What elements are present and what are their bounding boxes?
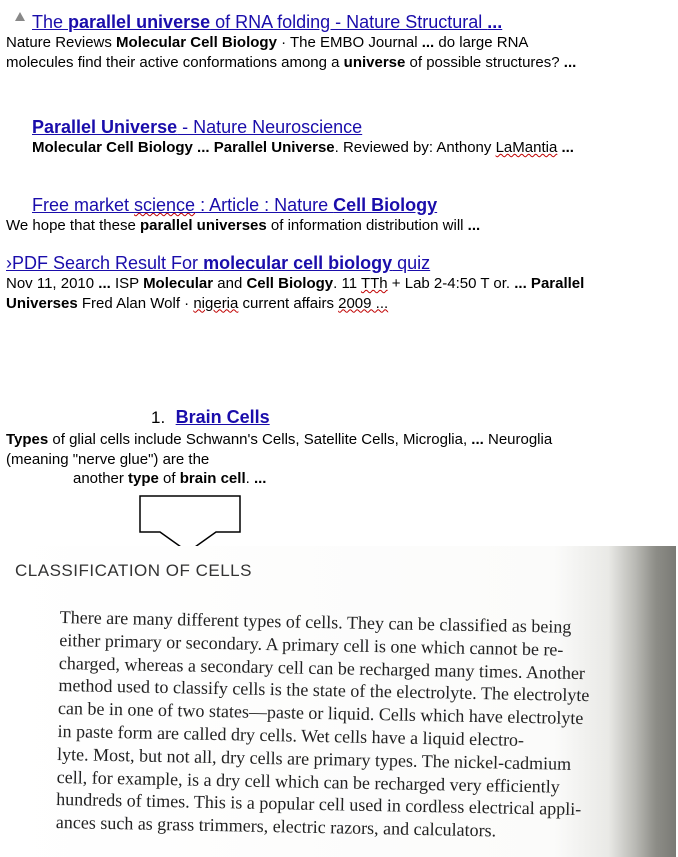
- text-run: .: [245, 470, 254, 487]
- text-run: (meaning "nerve glue") are the: [6, 450, 210, 468]
- scan-line: There are many different types of cells. They can be classified as being: [59, 606, 572, 637]
- scanned-book-page: [0, 546, 676, 857]
- result-title-link[interactable]: [32, 116, 574, 138]
- search-result-3: [6, 194, 480, 236]
- text-run: - Nature Neuroscience: [177, 117, 363, 137]
- snippet-line: [6, 33, 576, 53]
- search-result-1: [6, 11, 576, 72]
- snippet-line: [6, 450, 552, 470]
- scan-line: lyte. Most, but not all, dry cells are primary types. The nickel-cadmium: [56, 743, 572, 774]
- text-run: · The EMBO Journal: [276, 34, 422, 51]
- text-run: current affairs: [238, 294, 339, 312]
- result-title-link[interactable]: [6, 252, 584, 274]
- bold-text-run: Cell Biology: [246, 275, 334, 292]
- scan-line: charged, whereas a secondary cell can be recharged many times. Another: [58, 652, 586, 683]
- bold-text-run: molecular cell biology: [203, 253, 393, 273]
- list-number: 1.: [151, 408, 166, 427]
- result-snippet: [6, 33, 576, 72]
- text-run: + Lab 2-4:50 T or.: [387, 275, 515, 292]
- bold-text-run: parallel universes: [139, 217, 267, 234]
- bold-text-run: ...: [487, 12, 503, 32]
- text-run: and: [213, 275, 247, 292]
- bold-text-run: ...: [467, 217, 481, 234]
- text-run: of information distribution will: [266, 217, 468, 234]
- snippet-line: [6, 294, 584, 314]
- result-title-link[interactable]: [32, 11, 576, 33]
- text-run: LaMantia: [495, 139, 558, 156]
- scan-line: in paste form are called dry cells. Wet cells have a liquid electro-: [57, 720, 525, 750]
- text-run: of glial cells include Schwann's Cells, Satellite Cells, Microglia,: [48, 431, 472, 448]
- text-run: another: [73, 470, 129, 487]
- snippet-line: [32, 138, 574, 158]
- bold-text-run: type: [128, 470, 159, 487]
- bold-text-run: Parallel Universe: [32, 117, 178, 137]
- text-run: . Reviewed by: Anthony: [334, 139, 496, 156]
- search-result-4: [6, 252, 584, 313]
- scan-line: method used to classify cells is the state of the electrolyte. The electrolyte: [58, 675, 590, 706]
- bold-text-run: Types: [6, 431, 49, 448]
- scan-heading: CLASSIFICATION OF CELLS: [15, 561, 252, 580]
- bold-text-run: Molecular: [143, 275, 214, 292]
- text-run: 2009 ...: [338, 294, 389, 312]
- scan-line: cell, for example, is a dry cell which can be recharged very efficiently: [56, 766, 560, 797]
- text-run: molecules find their active conformations among a: [6, 53, 344, 71]
- text-run: of: [158, 470, 180, 487]
- text-run: TTh: [360, 275, 388, 292]
- bold-text-run: Universes: [6, 294, 78, 312]
- snippet-line: [6, 53, 576, 73]
- scan-paragraph: [56, 606, 660, 845]
- search-result-5: [6, 406, 552, 489]
- text-run: ›PDF Search Result For: [6, 253, 204, 273]
- text-run: We hope that these: [6, 217, 140, 234]
- text-run: . 11: [333, 275, 361, 292]
- result-title-link[interactable]: [32, 194, 480, 216]
- text-run: science: [134, 195, 196, 215]
- bold-text-run: ...: [421, 34, 435, 51]
- text-run: Nov 11, 2010: [6, 275, 99, 292]
- snippet-line: [6, 216, 480, 236]
- text-run: The: [32, 12, 69, 32]
- bold-text-run: ...: [561, 139, 574, 156]
- bold-text-run: ...: [253, 470, 267, 487]
- bold-text-run: Cell Biology: [333, 195, 438, 215]
- scan-line: hundreds of times. This is a popular cell used in cordless electrical appli-: [56, 789, 582, 820]
- text-run: : Article : Nature: [195, 195, 334, 215]
- bold-text-run: Parallel Universe: [213, 139, 335, 156]
- text-run: Free market: [32, 195, 135, 215]
- bold-text-run: ...: [563, 53, 577, 71]
- bold-text-run: ... Parallel: [514, 275, 585, 292]
- bold-text-run: Molecular Cell Biology ...: [32, 139, 210, 156]
- scan-line: can be in one of two states—paste or liquid. Cells which have electrolyte: [57, 698, 584, 729]
- result-title-link[interactable]: [176, 407, 270, 427]
- text-run: of RNA folding - Nature Structural: [210, 12, 488, 32]
- bold-text-run: brain cell: [179, 470, 246, 487]
- snippet-line: [6, 274, 584, 294]
- search-result-2: [32, 116, 574, 158]
- text-run: ISP: [110, 275, 144, 292]
- bold-text-run: ...: [471, 431, 484, 448]
- bold-text-run: ...: [98, 275, 111, 292]
- bold-text-run: Molecular Cell Biology: [116, 34, 277, 51]
- text-run: nigeria: [193, 294, 239, 312]
- scan-line: ances such as grass trimmers, electric razors, and calculators.: [55, 812, 497, 841]
- text-run: Neuroglia: [483, 431, 553, 448]
- text-run: Fred Alan Wolf ·: [77, 294, 194, 312]
- text-run: of possible structures?: [405, 53, 564, 71]
- text-run: quiz: [392, 253, 431, 273]
- text-run: Nature Reviews: [6, 34, 117, 51]
- bold-text-run: Brain Cells: [175, 407, 270, 427]
- snippet-line: [6, 430, 552, 450]
- text-run: do large RNA: [434, 34, 529, 51]
- bold-text-run: parallel universe: [68, 12, 211, 32]
- snippet-line: [73, 469, 552, 489]
- scan-line: either primary or secondary. A primary cell is one which cannot be re-: [59, 629, 564, 660]
- bold-text-run: universe: [343, 53, 406, 71]
